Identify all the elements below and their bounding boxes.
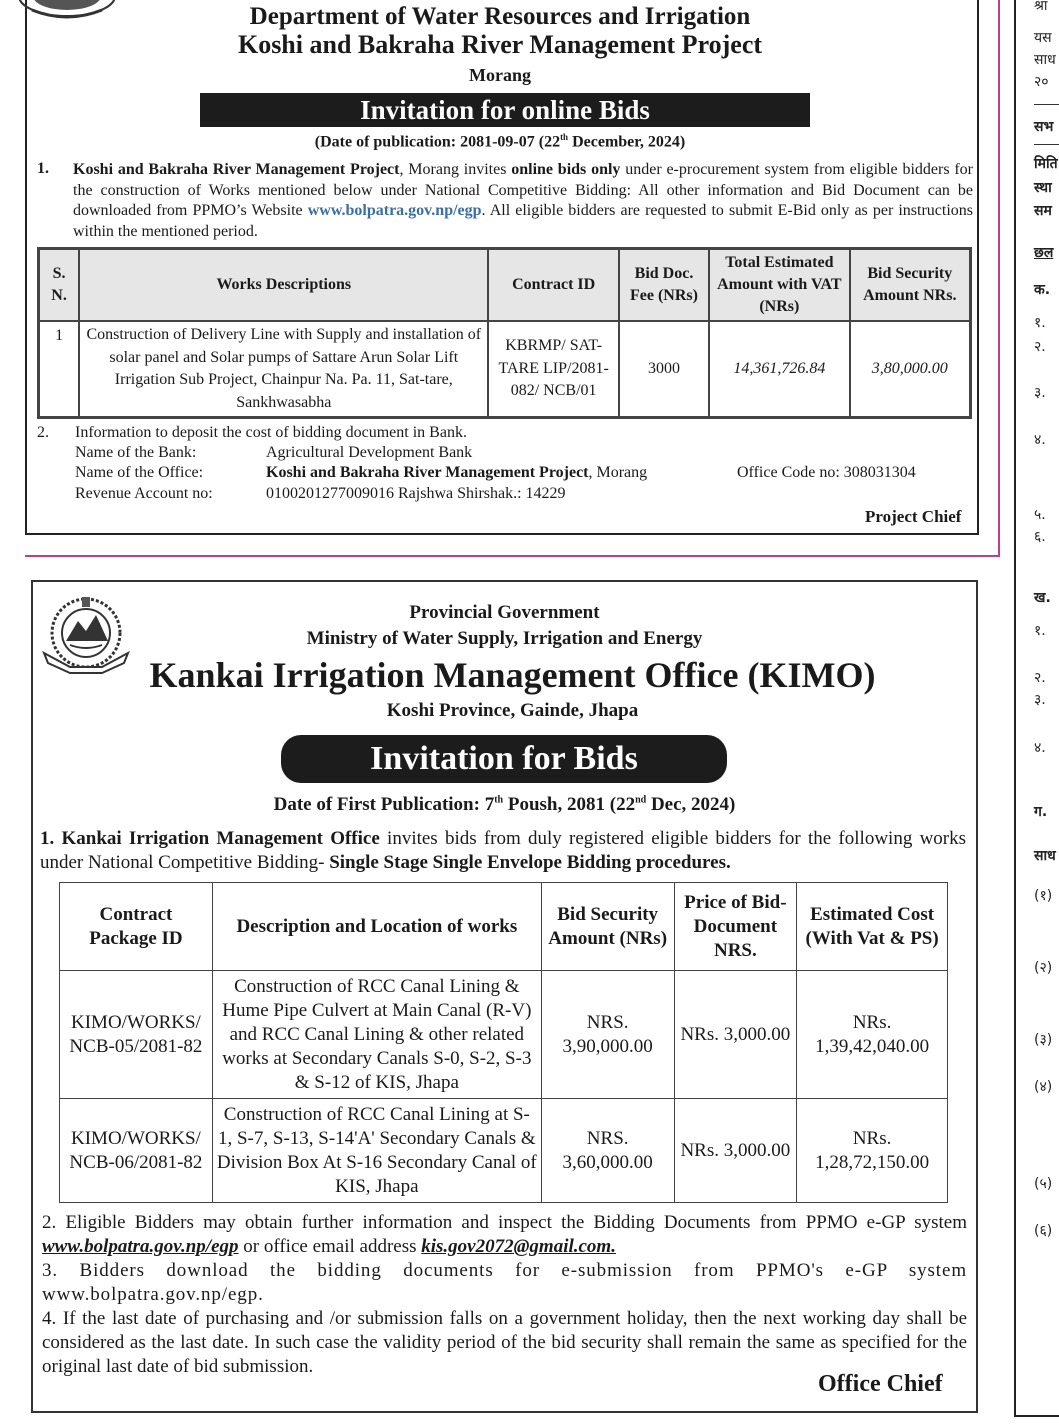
invitation-banner: Invitation for Bids (281, 735, 727, 783)
right-column-text: ग. (1034, 804, 1048, 820)
right-column-rule (1034, 104, 1059, 105)
right-column-text: ५. (1034, 507, 1046, 523)
right-column-text: (१) (1034, 888, 1053, 904)
revenue-label: Revenue Account no: (75, 485, 213, 502)
project-title: Koshi and Bakraha River Management Project (237, 30, 763, 59)
invitation-banner: Invitation for online Bids (200, 93, 810, 127)
cell-package-id: KIMO/WORKS/ NCB-05/2081-82 (60, 971, 213, 1099)
right-column-text: (२) (1034, 960, 1053, 976)
divider-line (25, 555, 1000, 557)
th-contract: Contract ID (488, 249, 618, 321)
cell-bid-security: NRS. 3,60,000.00 (541, 1099, 674, 1203)
cell-security: 3,80,000.00 (850, 321, 970, 417)
th-estimated-cost: Estimated Cost (With Vat & PS) (797, 883, 948, 971)
right-column-text: यस (1034, 30, 1052, 46)
para-4: 4. If the last date of purchasing and /or submission falls on a government holiday, then the next working day shall be considered as the last date. In such case the validity period of the bid security shall remain the same as specified for the original last date of bid submission. (42, 1308, 967, 1377)
revenue-value: 0100201277009016 Rajshwa Shirshak.: 14229 (266, 485, 566, 502)
works-table-2 (59, 882, 948, 1203)
th-package-id: Contract Package ID (60, 883, 213, 971)
right-column-rule (1034, 144, 1059, 145)
right-column-text: (४) (1034, 1079, 1053, 1095)
cell-contract: KBRMP/ SAT-TARE LIP/2081-082/ NCB/01 (488, 321, 618, 417)
right-column-text: ६. (1034, 529, 1046, 545)
cell-doc-price: NRs. 3,000.00 (674, 1099, 797, 1203)
th-security: Bid Security Amount NRs. (850, 249, 970, 321)
provincial-government: Provincial Government (409, 602, 600, 623)
right-column-text: २० (1034, 74, 1049, 90)
cell-description: Construction of RCC Canal Lining & Hume Pipe Culvert at Main Canal (R-V) and RCC Canal Lining & other related works at Secondary Canals S-0, S-2, S-3 & S-12 of KIS, Jhapa (212, 971, 541, 1099)
right-column-text: छल (1034, 245, 1054, 261)
right-column-text: स्था (1034, 180, 1052, 196)
bank-label: Name of the Bank: (75, 444, 197, 461)
para-2: Information to deposit the cost of bidding document in Bank. (75, 424, 467, 441)
right-column-text: (६) (1034, 1223, 1053, 1239)
right-column-text: सभ (1034, 119, 1054, 135)
office-title: Kankai Irrigation Management Office (KIMO) (149, 655, 876, 695)
cell-estimated-cost: NRs. 1,39,42,040.00 (797, 971, 948, 1099)
right-column-text: ४. (1034, 740, 1046, 756)
cell-works: Construction of Delivery Line with Supply and installation of solar panel and Solar pumps of Sattare Arun Solar Lift Irrigation Sub Project, Chainpur Na. Pa. 11, Sat-tare, Sankhwasabha (79, 321, 488, 417)
cell-doc-price: NRs. 3,000.00 (674, 971, 797, 1099)
location: Morang (469, 65, 531, 85)
right-column-text: साध (1034, 848, 1056, 864)
right-column-text: २. (1034, 670, 1046, 686)
th-description: Description and Location of works (212, 883, 541, 971)
right-column-text: मिति (1034, 156, 1058, 172)
para-1-number: 1. (37, 160, 49, 177)
cell-estimated-cost: NRs. 1,28,72,150.00 (797, 1099, 948, 1203)
table-row (39, 321, 970, 417)
th-doc-price: Price of Bid-Document NRS. (674, 883, 797, 971)
right-column-text: ३. (1034, 692, 1046, 708)
cell-bid-security: NRS. 3,90,000.00 (541, 971, 674, 1099)
para-3: 3. Bidders download the bidding documents for e-submission from PPMO's e-GP system www.bolpatra.gov.np/egp. (42, 1260, 967, 1305)
para-1: 1. Kankai Irrigation Management Office invites bids from duly registered eligible bidders for the following works under National Competitive Bidding- Single Stage Single Envelope Bidding procedures. (40, 828, 967, 873)
right-column-text: २. (1034, 339, 1046, 355)
cell-description: Construction of RCC Canal Lining at S-1, S-7, S-13, S-14'A' Secondary Canals & Division Box At S-16 Secondary Canal of KIS, Jhapa (212, 1099, 541, 1203)
right-column-text: (५) (1034, 1176, 1053, 1192)
office-email-link[interactable]: kis.gov2072@gmail.com. (421, 1236, 616, 1257)
right-column-text: क. (1034, 282, 1051, 298)
cell-fee: 3000 (619, 321, 709, 417)
office-code: Office Code no: 308031304 (737, 464, 916, 481)
th-sn: S. N. (39, 249, 79, 321)
signature-project-chief: Project Chief (865, 507, 962, 526)
para-2: 2. Eligible Bidders may obtain further information and inspect the Bidding Documents from PPMO e-GP system www.bolpatra.gov.np/egp or office email address kis.gov2072@gmail.com. (42, 1212, 967, 1257)
column-divider (998, 0, 1000, 556)
th-bid-security: Bid Security Amount (NRs) (541, 883, 674, 971)
right-column-text: १. (1034, 315, 1046, 331)
right-column-text: ३. (1034, 385, 1046, 401)
bank-value: Agricultural Development Bank (266, 444, 473, 461)
right-column-text: श्रा (1034, 0, 1048, 14)
ministry-name: Ministry of Water Supply, Irrigation and Energy (306, 628, 703, 649)
publication-date: (Date of publication: 2081-09-07 (22th December, 2024) (314, 132, 686, 151)
signature-office-chief: Office Chief (818, 1371, 943, 1397)
right-column-text: ४. (1034, 432, 1046, 448)
right-column-text: साध (1034, 52, 1056, 68)
cell-package-id: KIMO/WORKS/ NCB-06/2081-82 (60, 1099, 213, 1203)
th-estimate: Total Estimated Amount with VAT (NRs) (709, 249, 849, 321)
office-value: Koshi and Bakraha River Management Project, Morang (266, 464, 648, 481)
bolpatra-link[interactable]: www.bolpatra.gov.np/egp (42, 1236, 239, 1257)
ppmo-link[interactable]: www.bolpatra.gov.np/egp (307, 202, 482, 219)
th-works: Works Descriptions (79, 249, 488, 321)
office-label: Name of the Office: (75, 464, 204, 481)
para-2-number: 2. (37, 424, 49, 441)
para-1: Koshi and Bakraha River Management Project, Morang invites online bids only under e-procurement system from eligible bidders for the construction of Works mentioned below under National Competitive Bidding: All other information and Bid Document can be downloaded from PPMO’s Website www.bolpatra.gov.np/egp. All eligible bidders are requested to submit E-Bid only as per instructions within the mentioned period. (73, 161, 974, 240)
office-address: Koshi Province, Gainde, Jhapa (386, 700, 639, 721)
cell-sn: 1 (39, 321, 79, 417)
department-title: Department of Water Resources and Irrigation (249, 3, 751, 30)
cell-estimate: 14,361,726.84 (709, 321, 849, 417)
right-column-text: (३) (1034, 1032, 1053, 1048)
table-row (60, 1099, 948, 1203)
right-column-text: १. (1034, 623, 1046, 639)
works-table-1 (38, 248, 971, 418)
table-row (60, 971, 948, 1099)
right-column-text: सम (1034, 203, 1052, 219)
publication-date: Date of First Publication: 7th Poush, 2081 (22nd Dec, 2024) (273, 794, 736, 815)
th-fee: Bid Doc. Fee (NRs) (619, 249, 709, 321)
right-column-text: ख. (1034, 590, 1051, 606)
